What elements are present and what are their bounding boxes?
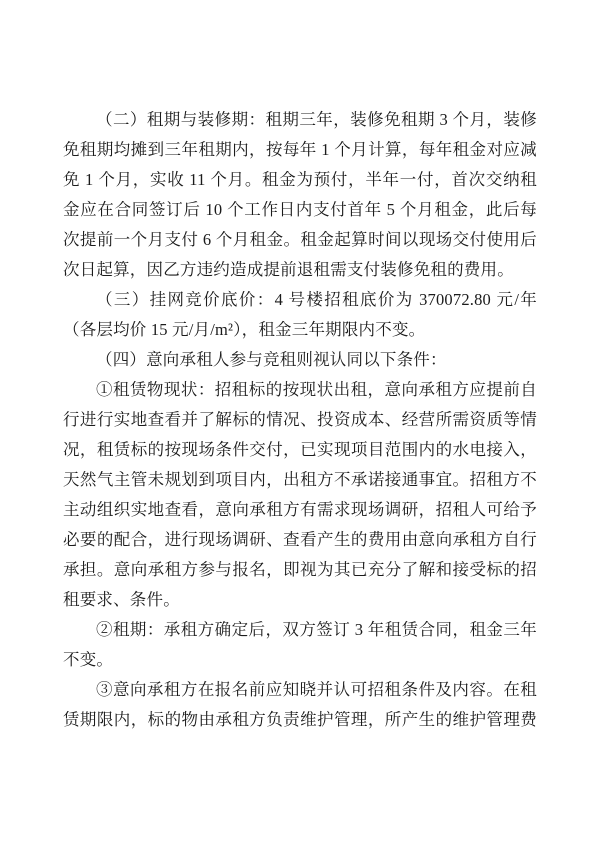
text-line: 次日起算，因乙方违约造成提前退租需支付装修免租的费用。	[63, 260, 514, 279]
text-line: 不变。	[63, 650, 114, 669]
item-3-maintenance-responsibility	[63, 675, 537, 735]
text-line: ③意向承租方在报名前应知晓并认可招租条件及内容。在租	[96, 680, 537, 699]
text-line: 金应在合同签订后 10 个工作日内支付首年 5 个月租金，此后每	[63, 200, 537, 219]
text-line: 赁期限内，标的物由承租方负责维护管理，所产生的维护管理费	[63, 710, 537, 729]
text-line: 必要的配合，进行现场调研、查看产生的费用由意向承租方自行	[63, 530, 537, 549]
text-line: 免租期均摊到三年租期内，按每年 1 个月计算，每年租金对应减	[63, 140, 537, 159]
clause-4-bidder-acknowledgement	[63, 345, 537, 375]
item-2-lease-term	[63, 615, 537, 675]
clause-2-lease-and-decoration-period	[63, 105, 537, 285]
text-line: 主动组织实地查看，意向承租方有需求现场调研，招租人可给予	[63, 500, 537, 519]
text-line: 次提前一个月支付 6 个月租金。租金起算时间以现场交付使用后	[63, 230, 537, 249]
text-line: 行进行实地查看并了解标的情况、投资成本、经营所需资质等情	[63, 410, 537, 429]
text-line: （各层均价 15 元/月/m²），租金三年期限内不变。	[63, 320, 426, 339]
clause-3-listing-floor-price	[63, 285, 537, 345]
text-line: （二）租期与装修期：租期三年，装修免租期 3 个月，装修	[96, 110, 537, 129]
text-line: 承担。意向承租方参与报名，即视为其已充分了解和接受标的招	[63, 560, 537, 579]
text-line: 租要求、条件。	[63, 590, 180, 609]
text-line: ②租期：承租方确定后，双方签订 3 年租赁合同，租金三年	[96, 620, 537, 639]
text-line: ①租赁物现状：招租标的按现状出租，意向承租方应提前自	[96, 380, 537, 399]
text-line: 况，租赁标的按现场条件交付，已实现项目范围内的水电接入，	[63, 440, 537, 459]
item-1-property-current-condition	[63, 375, 537, 615]
text-line: 免 1 个月，实收 11 个月。租金为预付，半年一付，首次交纳租	[63, 170, 537, 189]
text-line: （四）意向承租人参与竞租则视认同以下条件：	[96, 350, 447, 369]
text-line: 天然气主管未规划到项目内，出租方不承诺接通事宜。招租方不	[63, 470, 537, 489]
document-body	[63, 105, 537, 735]
text-line: （三）挂网竞价底价：4 号楼招租底价为 370072.80 元/年	[96, 290, 537, 309]
